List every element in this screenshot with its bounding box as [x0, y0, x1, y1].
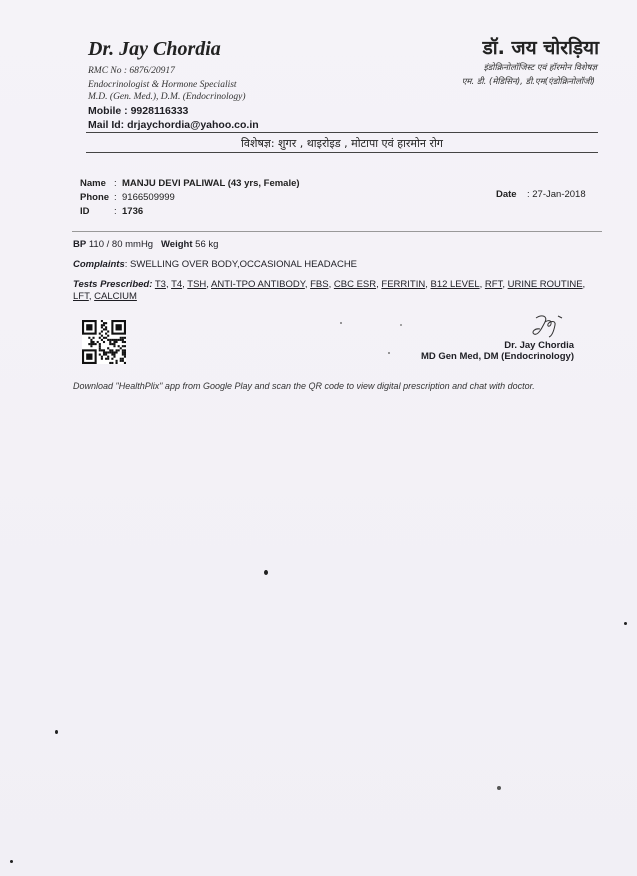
scan-speck — [340, 322, 342, 324]
scan-speck — [388, 352, 390, 354]
separator: : — [114, 178, 117, 189]
weight-label: Weight — [161, 239, 193, 250]
doctor-name-english: Dr. Jay Chordia — [88, 38, 221, 60]
scan-speck — [497, 786, 501, 790]
patient-name-value: MANJU DEVI PALIWAL (43 yrs, Female) — [122, 178, 300, 189]
doctor-name-hindi: डॉ. जय चोरड़िया — [482, 37, 599, 59]
signature-name: Dr. Jay Chordia — [504, 340, 574, 351]
patient-name-label: Name — [80, 178, 106, 189]
scan-speck — [400, 324, 402, 326]
specialty-banner: विशेषज्ञ: शुगर , थाइरोइड , मोटापा एवं हारमोन रोग — [241, 137, 443, 150]
test-item: B12 LEVEL — [430, 279, 480, 290]
section-divider — [72, 231, 602, 232]
header-bottom-rule — [86, 152, 598, 153]
test-item: FBS — [310, 279, 329, 290]
test-item: CALCIUM — [94, 291, 137, 302]
patient-id-label: ID — [80, 206, 90, 217]
doctor-degrees: M.D. (Gen. Med.), D.M. (Endocrinology) — [88, 92, 246, 102]
hindi-degrees: एम. डी. (मेडिसिन), डी.एम(एंडोक्रिनोलॉजी) — [461, 77, 595, 87]
separator: : — [114, 192, 117, 203]
separator: : — [114, 206, 117, 217]
doctor-mobile: Mobile : 9928116333 — [88, 105, 189, 117]
doctor-email: Mail Id: drjaychordia@yahoo.co.in — [88, 119, 259, 131]
scan-speck — [10, 860, 13, 863]
tests-line — [73, 279, 603, 303]
test-item: T3 — [154, 279, 166, 290]
bp-label: BP — [73, 239, 87, 250]
complaints-value: SWELLING OVER BODY,OCCASIONAL HEADACHE — [130, 259, 358, 270]
weight-value: 56 kg — [195, 239, 219, 250]
test-item: FERRITIN — [381, 279, 426, 290]
bp-value: 110 / 80 mmHg — [88, 239, 154, 250]
complaints-line: Complaints: SWELLING OVER BODY,OCCASIONAL HEADACHE — [73, 259, 358, 270]
tests-label: Tests Prescribed: — [73, 279, 153, 290]
test-item: TSH — [187, 279, 207, 290]
test-item: LFT — [73, 291, 89, 302]
rmc-number: RMC No : 6876/20917 — [88, 66, 175, 76]
signature-degree: MD Gen Med, DM (Endocrinology) — [420, 351, 574, 362]
patient-id-value: 1736 — [122, 206, 144, 217]
complaints-label: Complaints — [73, 259, 125, 270]
scan-speck — [264, 570, 268, 575]
test-item: T4 — [171, 279, 183, 290]
test-item: CBC ESR — [333, 279, 377, 290]
scan-speck — [55, 730, 58, 734]
test-item: ANTI-TPO ANTIBODY — [211, 279, 305, 290]
vitals-line — [73, 239, 218, 250]
test-item: URINE ROUTINE — [507, 279, 583, 290]
test-item: RFT — [484, 279, 503, 290]
scan-speck — [624, 622, 627, 625]
handwritten-signature-icon — [528, 312, 568, 340]
patient-phone-label: Phone — [80, 192, 110, 203]
hindi-specialization: इंडोक्रिनोलॉजिस्ट एवं हॉरमोन विशेषज्ञ — [483, 63, 597, 73]
date-value: : 27-Jan-2018 — [527, 189, 586, 200]
date-label: Date — [496, 189, 517, 200]
patient-phone-value: 9166509999 — [122, 192, 175, 203]
tests-list: T3, T4, TSH, ANTI-TPO ANTIBODY, FBS, CBC ESR, FERRITIN, B12 LEVEL, RFT, URINE ROUTINE, LFT, CALCIUM — [73, 279, 586, 302]
header-top-rule — [86, 132, 598, 133]
doctor-specialization: Endocrinologist & Hormone Specialist — [88, 80, 237, 90]
footer-note: Download "HealthPlix" app from Google Play and scan the QR code to view digital prescription and chat with doctor. — [73, 381, 535, 391]
qr-code-icon — [82, 320, 126, 364]
